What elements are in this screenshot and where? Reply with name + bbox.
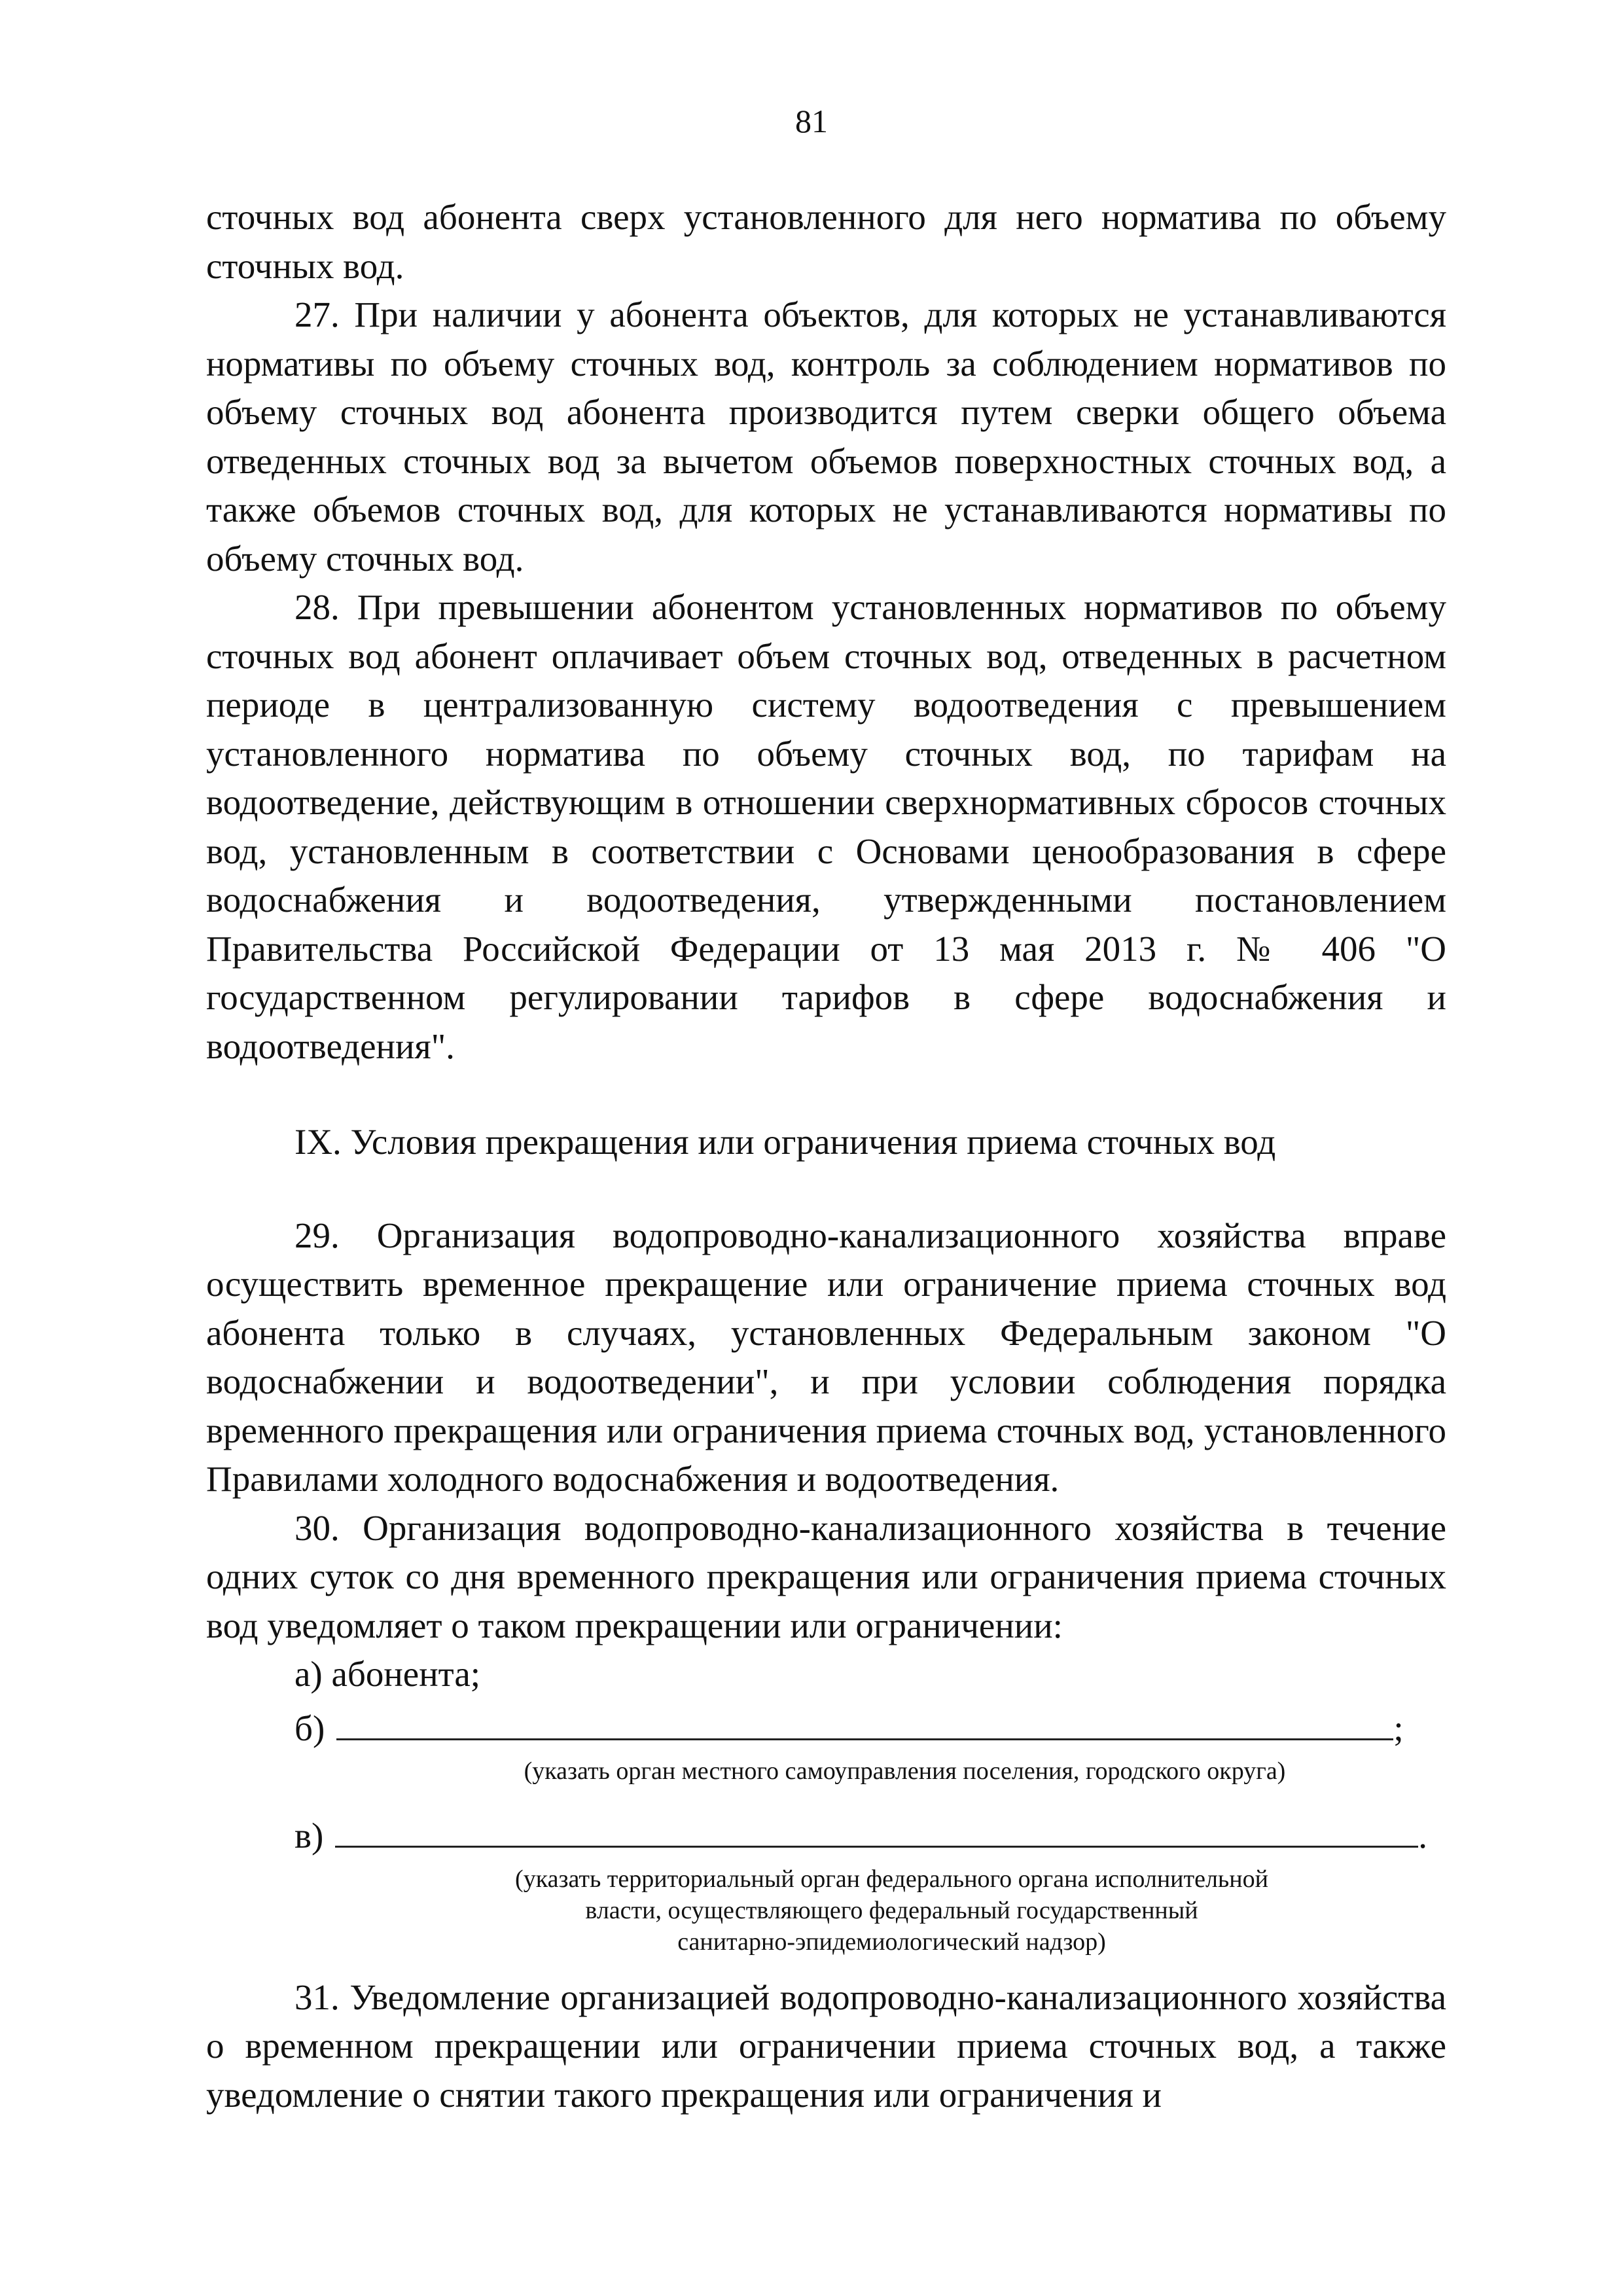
section-heading-ix: IX. Условия прекращения или ограничения приема сточных вод	[294, 1122, 1276, 1162]
fill-in-note-v	[206, 1863, 1446, 1958]
list-item-v-end: .	[1418, 1816, 1428, 1856]
fill-in-line-v	[335, 1806, 1418, 1848]
fill-in-note-v-line2: власти, осуществляющего федеральный государственный	[585, 1896, 1198, 1924]
fill-in-note-v-line1: (указать территориальный орган федерального органа исполнительной	[515, 1865, 1268, 1893]
paragraph-28: 28. При превышении абонентом установленных нормативов по объему сточных вод абонент оплачивает объем сточных вод, отведенных в расчетном периоде в централизованную систему водоотведения с превышением установленного норматива по объему сточных вод, по тарифам на водоотведение, действующим в отношении сверхнормативных сбросов сточных вод, установленным в соответствии с Основами ценообразования в сфере водоснабжения и водоотведения, утвержденными постановлением Правительства Российской Федерации от 13 мая 2013 г. № 406 "О государственном регулировании тарифов в сфере водоснабжения и водоотведения".	[206, 587, 1446, 1066]
paragraph-29: 29. Организация водопроводно-канализационного хозяйства вправе осуществить временное прекращение или ограничение приема сточных вод абонента только в случаях, установленных Федеральным законом "О водоснабжении и водоотведении", и при условии соблюдения порядка временного прекращения или ограничения приема сточных вод, установленного Правилами холодного водоснабжения и водоотведения.	[206, 1215, 1446, 1499]
fill-in-note-v-line3: санитарно-эпидемиологический надзор)	[677, 1928, 1106, 1956]
paragraph-intro: сточных вод абонента сверх установленного для него норматива по объему сточных вод.	[206, 197, 1446, 286]
fill-in-note-b: (указать орган местного самоуправления поселения, городского округа)	[524, 1757, 1286, 1785]
document-body	[206, 193, 1446, 2119]
list-item-b-end: ;	[1393, 1708, 1404, 1748]
list-item-v	[206, 1806, 1446, 1861]
fill-in-line-b	[336, 1699, 1393, 1740]
paragraph-27: 27. При наличии у абонента объектов, для которых не устанавливаются нормативы по объему сточных вод, контроль за соблюдением нормативов по объему сточных вод абонента производится путем сверки общего объема отведенных сточных вод за вычетом объемов поверхностных сточных вод, а также объемов сточных вод, для которых не устанавливаются нормативы по объему сточных вод.	[206, 295, 1446, 579]
page-number: 81	[795, 103, 828, 139]
list-item-b	[206, 1699, 1446, 1753]
list-item-a: а) абонента;	[294, 1654, 481, 1694]
paragraph-30: 30. Организация водопроводно-канализационного хозяйства в течение одних суток со дня временного прекращения или ограничения приема сточных вод уведомляет о таком прекращении или ограничении:	[206, 1507, 1446, 1645]
paragraph-31: 31. Уведомление организацией водопроводно-канализационного хозяйства о временном прекращении или ограничении приема сточных вод, а также уведомление о снятии такого прекращения или ограничения и	[206, 1977, 1446, 2115]
list-item-v-label: в)	[294, 1816, 324, 1856]
list-item-b-label: б)	[294, 1708, 325, 1748]
